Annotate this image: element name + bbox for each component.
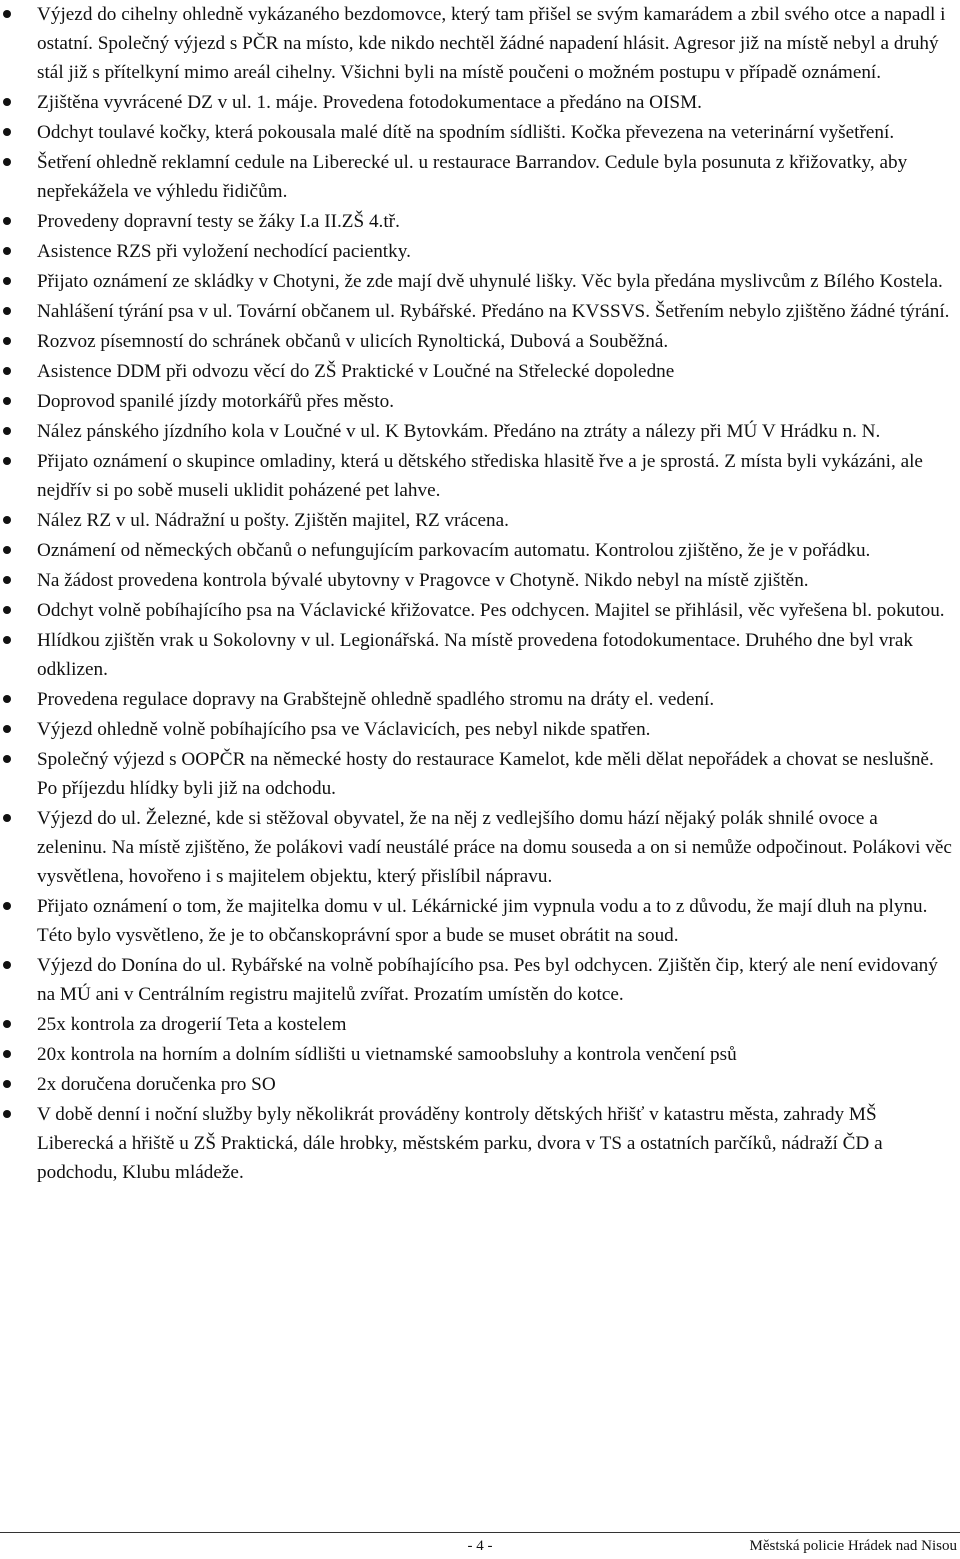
list-item-text: Provedena regulace dopravy na Grabštejně ohledně spadlého stromu na dráty el. vedení. [37,689,715,710]
bullet-icon [3,217,11,225]
list-item-text: Asistence RZS při vyložení nechodící pacientky. [37,241,411,262]
bullet-icon [3,636,11,644]
list-item-text: Hlídkou zjištěn vrak u Sokolovny v ul. Legionářská. Na místě provedena fotodokumentace. Druhého dne byl vrak odklizen. [37,630,914,680]
bullet-icon [3,128,11,136]
list-item-text: Doprovod spanilé jízdy motorkářů přes město. [37,391,395,412]
bullet-icon [3,158,11,166]
list-item [0,715,952,744]
bullet-icon [3,1020,11,1028]
bullet-icon [3,1110,11,1118]
list-item [0,327,952,356]
list-item-text: V době denní i noční služby byly několikrát prováděny kontroly dětských hřišť v katastru města, zahrady MŠ Liberecká a hřiště u ZŠ Praktická, dále hrobky, městském parku, dvora v TS a ostatních parčíků, nádraží ČD a podchodu, Klubu mládeže. [37,1104,883,1183]
bullet-icon [3,337,11,345]
list-item [0,745,952,803]
bullet-icon [3,725,11,733]
list-item-text: Výjezd do cihelny ohledně vykázaného bezdomovce, který tam přišel se svým kamarádem a zbil svého otce a napadl i ostatní. Společný výjezd s PČR na místo, kde nikdo nechtěl žádné napadení hlásit. Agresor již na místě nebyl a druhý stál již s přítelkyní mimo areál cihelny. Všichni byli na místě poučeni o možném postupu v případě oznámení. [37,4,946,83]
list-item [0,1100,952,1187]
bullet-icon [3,814,11,822]
list-item [0,207,952,236]
bullet-icon [3,546,11,554]
list-item-text: Přijato oznámení o skupince omladiny, která u dětského střediska hlasitě řve a je sprostá. Z místa byli vykázáni, ale nejdřív si po sobě museli uklidit poházené pet lahve. [37,451,923,501]
list-item [0,237,952,266]
list-item [0,626,952,684]
list-item-text: Přijato oznámení o tom, že majitelka domu v ul. Lékárnické jim vypnula vodu a to z důvodu, že mají dluh na plynu. Této bylo vysvětleno, že je to občanskoprávní spor a bude se muset obrátit na soud. [37,896,928,946]
list-item [0,1010,952,1039]
list-item-text: Nahlášení týrání psa v ul. Tovární občanem ul. Rybářské. Předáno na KVSSVS. Šetřením nebylo zjištěno žádné týrání. [37,301,950,322]
footer-organization: Městská policie Hrádek nad Nisou [749,1538,957,1554]
footer-rule [0,1532,960,1533]
list-item-text: Oznámení od německých občanů o nefungujícím parkovacím automatu. Kontrolou zjištěno, že je v pořádku. [37,540,871,561]
bullet-icon [3,606,11,614]
list-item-text: Asistence DDM při odvozu věcí do ZŠ Praktické v Loučné na Střelecké dopoledne [37,361,675,382]
list-item [0,566,952,595]
list-item [0,297,952,326]
list-item-text: 2x doručena doručenka pro SO [37,1074,276,1095]
bullet-icon [3,755,11,763]
list-item [0,387,952,416]
bullet-icon [3,1080,11,1088]
list-item [0,0,952,87]
list-item [0,951,952,1009]
bullet-icon [3,277,11,285]
list-item [0,892,952,950]
list-item [0,596,952,625]
list-item-text: Odchyt volně pobíhajícího psa na Václavické křižovatce. Pes odchycen. Majitel se přihlásil, věc vyřešena bl. pokutou. [37,600,945,621]
list-item [0,148,952,206]
bullet-icon [3,397,11,405]
list-item [0,506,952,535]
bullet-icon [3,961,11,969]
bullet-icon [3,247,11,255]
list-item [0,1070,952,1099]
list-item-text: Výjezd ohledně volně pobíhajícího psa ve Václavicích, pes nebyl nikde spatřen. [37,719,651,740]
list-item-text: 25x kontrola za drogerií Teta a kostelem [37,1014,347,1035]
list-item-text: Nález RZ v ul. Nádražní u pošty. Zjištěn majitel, RZ vrácena. [37,510,509,531]
list-item [0,357,952,386]
list-item [0,804,952,891]
list-item [0,417,952,446]
list-item [0,118,952,147]
list-item-text: Provedeny dopravní testy se žáky I.a II.ZŠ 4.tř. [37,211,400,232]
list-item-text: Šetření ohledně reklamní cedule na Liberecké ul. u restaurace Barrandov. Cedule byla posunuta z křižovatky, aby nepřekážela ve výhledu řidičům. [37,152,908,202]
list-item-text: Nález pánského jízdního kola v Loučné v ul. K Bytovkám. Předáno na ztráty a nálezy při MÚ V Hrádku n. N. [37,421,881,442]
list-item [0,267,952,296]
list-item-text: Na žádost provedena kontrola bývalé ubytovny v Pragovce v Chotyně. Nikdo nebyl na místě zjištěn. [37,570,809,591]
list-item-text: Společný výjezd s OOPČR na německé hosty do restaurace Kamelot, kde měli dělat nepořádek a chovat se neslušně. Po příjezdu hlídky byli již na odchodu. [37,749,934,799]
bullet-icon [3,307,11,315]
list-item-text: Přijato oznámení ze skládky v Chotyni, že zde mají dvě uhynulé lišky. Věc byla předána myslivcům z Bílého Kostela. [37,271,943,292]
list-item-text: Odchyt toulavé kočky, která pokousala malé dítě na spodním sídlišti. Kočka převezena na veterinární vyšetření. [37,122,895,143]
list-item [0,447,952,505]
bullet-icon [3,457,11,465]
bullet-icon [3,427,11,435]
list-item-text: Výjezd do ul. Železné, kde si stěžoval obyvatel, že na něj z vedlejšího domu hází nějaký polák shnilé ovoce a zeleninu. Na místě zjištěno, že polákovi vadí neustálé práce na domu souseda a on si nemůže odpočinout. Polákovi věc vysvětlena, hovořeno i s majitelem objektu, který přislíbil nápravu. [37,808,952,887]
bullet-icon [3,576,11,584]
list-item-text: Výjezd do Donína do ul. Rybářské na volně pobíhajícího psa. Pes byl odchycen. Zjištěn čip, který ale není evidovaný na MÚ ani v Centrálním registru majitelů zvířat. Prozatím umístěn do kotce. [37,955,938,1005]
list-item [0,536,952,565]
list-item [0,88,952,117]
list-item [0,1040,952,1069]
bullet-icon [3,10,11,18]
list-item-text: Rozvoz písemností do schránek občanů v ulicích Rynoltická, Dubová a Souběžná. [37,331,669,352]
bullet-icon [3,902,11,910]
bullet-icon [3,98,11,106]
bullet-icon [3,1050,11,1058]
bullet-icon [3,367,11,375]
bullet-icon [3,516,11,524]
list-item-text: Zjištěna vyvrácené DZ v ul. 1. máje. Provedena fotodokumentace a předáno na OISM. [37,92,702,113]
list-item-text: 20x kontrola na horním a dolním sídlišti u vietnamské samoobsluhy a kontrola venčení psů [37,1044,737,1065]
page-number: - 4 - [467,1538,493,1554]
bullet-icon [3,695,11,703]
list-item [0,685,952,714]
